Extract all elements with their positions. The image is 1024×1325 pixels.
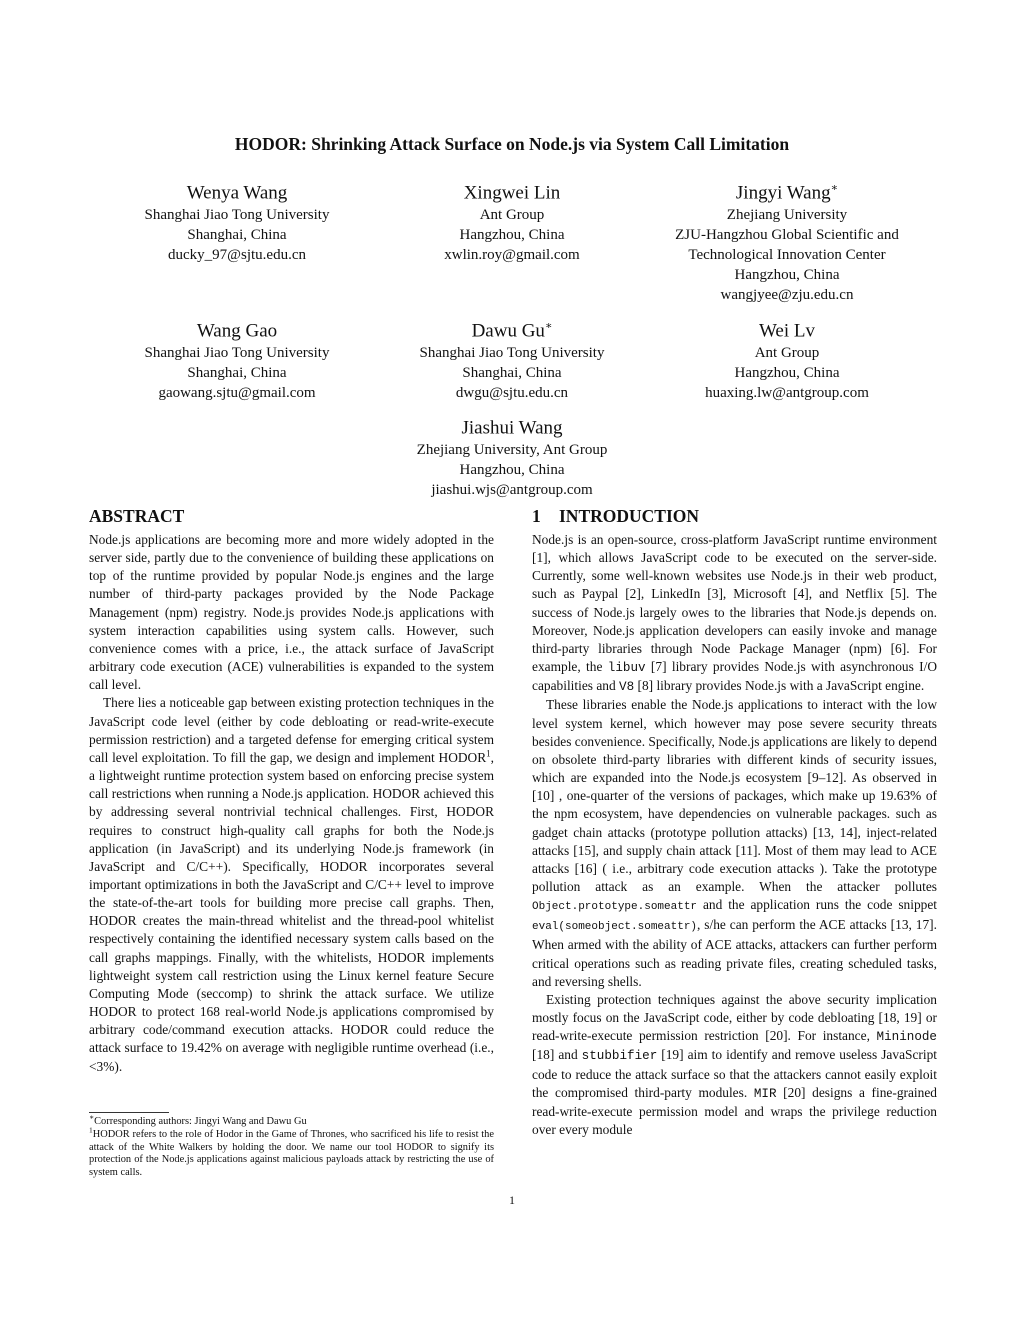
author-email: ducky_97@sjtu.edu.cn — [168, 247, 306, 264]
author-email: wangjyee@zju.edu.cn — [720, 287, 854, 304]
author-affiliation-2: ZJU-Hangzhou Global Scientific and — [675, 227, 899, 244]
intro-paragraph-1: Node.js is an open-source, cross-platform JavaScript runtime environment [1], which allows JavaScript code to be executed on the server-side. Currently, some well-known websites use Node.js in their web product, such as Paypal [2], LinkedIn [3], Microsoft [4], and Netflix [5]. The success of Node.js largely owes to the libraries that Node.js depends on. Moreover, Node.js application developers can easily invoke and manage third-party libraries through Node Package Manager (npm) [6]. For example, the libuv [7] library provides Node.js with asynchronous I/O capabilities and V8 [8] library provides Node.js with a JavaScript engine. — [532, 532, 937, 695]
author-affiliation-3: Technological Innovation Center — [688, 247, 886, 264]
author-name: Jiashui Wang — [461, 417, 563, 439]
author-email: dwgu@sjtu.edu.cn — [455, 385, 569, 402]
author-block-6 — [637, 314, 937, 403]
author-affiliation: Zhejiang University — [726, 207, 848, 224]
author-block-3 — [637, 176, 937, 305]
author-block-4 — [87, 314, 387, 403]
author-affiliation: Ant Group — [479, 207, 545, 224]
abstract-section — [89, 505, 494, 1076]
introduction-heading: 1 INTRODUCTION — [532, 506, 700, 526]
abstract-paragraph-2: There lies a noticeable gap between existing protection techniques in the JavaScript code level (either by code debloating or read-write-execute permission restriction) and a targeted defense for emerging critical system call level exploitation. To fill the gap, we design and implement HODOR$^1$, a lightweight runtime protection system based on enforcing precise system call restrictions when running a Node.js application. HODOR achieved this by addressing several nontrivial technical challenges. First, HODOR requires to construct high-quality call graphs for both the Node.js application (in JavaScript) and its underlying Node.js framework (in JavaScript and C/C++). Specifically, HODOR incorporates several important optimizations in both the JavaScript and C/C++ level to improve the state-of-the-art tools for building more precise call graphs. Then, HODOR creates the main-thread whitelist and the thread-pool whitelist respectively containing the identified necessary system calls based on the call graphs mappings. Finally, with the whitelists, HODOR implements lightweight system call restriction using the Linux kernel feature Secure Computing Mode (seccomp) to shrink the attack surface. We utilize HODOR to protect 168 real-world Node.js applications compromised by arbitrary code/command execution attacks. HODOR could reduce the attack surface to 19.42% on average with negligible runtime overhead (i.e., <3%). — [89, 695, 494, 1074]
author-location: Hangzhou, China — [459, 227, 565, 244]
code-mir: MIR — [753, 1086, 777, 1101]
author-email: gaowang.sjtu@gmail.com — [158, 385, 316, 402]
author-name: Wei Lv — [759, 320, 815, 342]
author-affiliation: Zhejiang University, Ant Group — [416, 442, 608, 459]
author-affiliation: Shanghai Jiao Tong University — [144, 345, 330, 362]
author-location: Hangzhou, China — [459, 462, 565, 479]
code-object-prototype: Object.prototype.someattr — [532, 901, 698, 914]
footnote-divider — [89, 1112, 169, 1113]
author-name: Xingwei Lin — [463, 182, 561, 204]
author-location: Hangzhou, China — [734, 267, 840, 284]
author-block-1 — [87, 176, 387, 265]
author-block-5 — [362, 314, 662, 403]
paper-title: HODOR: Shrinking Attack Surface on Node.js via System Call Limitation — [234, 134, 790, 154]
author-affiliation: Shanghai Jiao Tong University — [144, 207, 330, 224]
section-number: 1 — [532, 506, 541, 526]
author-affiliation: Shanghai Jiao Tong University — [419, 345, 605, 362]
footnote-hodor: $^1$HODOR refers to the role of Hodor in the Game of Thrones, who sacrificed his life to resist the attack of the White Walkers by holding the door. We name our tool HODOR to signify its protection of the Node.js applications against malicious payloads attack by restricting the use of system calls. — [89, 1125, 494, 1179]
author-location: Shanghai, China — [462, 365, 562, 382]
author-name: Wenya Wang — [186, 182, 288, 204]
author-email: huaxing.lw@antgroup.com — [705, 385, 869, 402]
code-eval: eval(someobject.someattr) — [532, 921, 698, 934]
intro-paragraph-2: These libraries enable the Node.js applications to interact with the low level system kernel, which however may pose severe security threats besides convenience. Specifically, Node.js applications are likely to depend on obsolete third-party libraries with different kinds of security issues, which are expanded into the Node.js ecosystem [9–12]. As observed in [10] , one-quarter of the versions of packages, which make up 19.63% of the npm ecosystem, have dependencies on vulnerable packages. such as gadget chain attacks (prototype pollution attacks) [13, 14], inject-related attacks [15], and supply chain attack [11]. Most of them may lead to ACE attacks [16] ( i.e., arbitrary code execution attacks ). Take the prototype pollution attack as an example. When the attacker pollutes Object.prototype.someattr and the application runs the code snippet eval(someobject.someattr), s/he can perform the ACE attacks [13, 17]. When armed with the ability of ACE attacks, attackers can further perform critical operations such as reading private files, creating scheduled tasks, and reversing shells. — [532, 697, 937, 989]
code-libuv: libuv — [607, 661, 646, 676]
abstract-heading: ABSTRACT — [89, 506, 185, 526]
author-name: Wang Gao — [196, 320, 278, 342]
author-email: xwlin.roy@gmail.com — [444, 247, 580, 264]
introduction-section — [532, 505, 937, 1139]
code-stubbifier: stubbifier — [581, 1049, 658, 1064]
author-block-2 — [362, 176, 662, 265]
code-v8: V8 — [619, 680, 635, 695]
footnote-corresponding: ∗Corresponding authors: Jingyi Wang and Dawu Gu — [89, 1112, 307, 1127]
author-name: Jingyi Wang∗ — [735, 182, 839, 204]
intro-paragraph-3: Existing protection techniques against the above security implication mostly focus on the JavaScript code, either by code debloating [18, 19] or read-write-execute permission restriction [20]. For instance, Mininode [18] and stubbifier [19] aim to identify and remove useless JavaScript code to reduce the attack surface so that the attackers cannot easily exploit the compromised third-party modules. MIR [20] designs a fine-grained read-write-execute permission model and wraps the privilege reduction over every module — [532, 991, 937, 1137]
footnote-ref: 1 — [486, 748, 491, 759]
page-number: 1 — [509, 1193, 515, 1207]
abstract-paragraph-1: Node.js applications are becoming more and more widely adopted in the server side, partly due to the convenience of building these applications on top of the runtime provided by popular Node.js engines and the large number of third-party packages provided by the Node Package Management (npm) registry. Node.js provides Node.js applications with system interaction capabilities using system calls. However, such convenience comes with a price, i.e., the attack surface of JavaScript arbitrary code execution (ACE) vulnerabilities is expanded to the system call level. — [89, 532, 494, 693]
author-name: Dawu Gu∗ — [471, 320, 553, 342]
author-location: Shanghai, China — [187, 365, 287, 382]
author-block-7 — [362, 411, 662, 500]
author-location: Shanghai, China — [187, 227, 287, 244]
footnotes — [89, 1112, 494, 1180]
author-location: Hangzhou, China — [734, 365, 840, 382]
author-email: jiashui.wjs@antgroup.com — [431, 482, 593, 499]
author-affiliation: Ant Group — [754, 345, 820, 362]
code-mininode: Mininode — [876, 1030, 937, 1045]
